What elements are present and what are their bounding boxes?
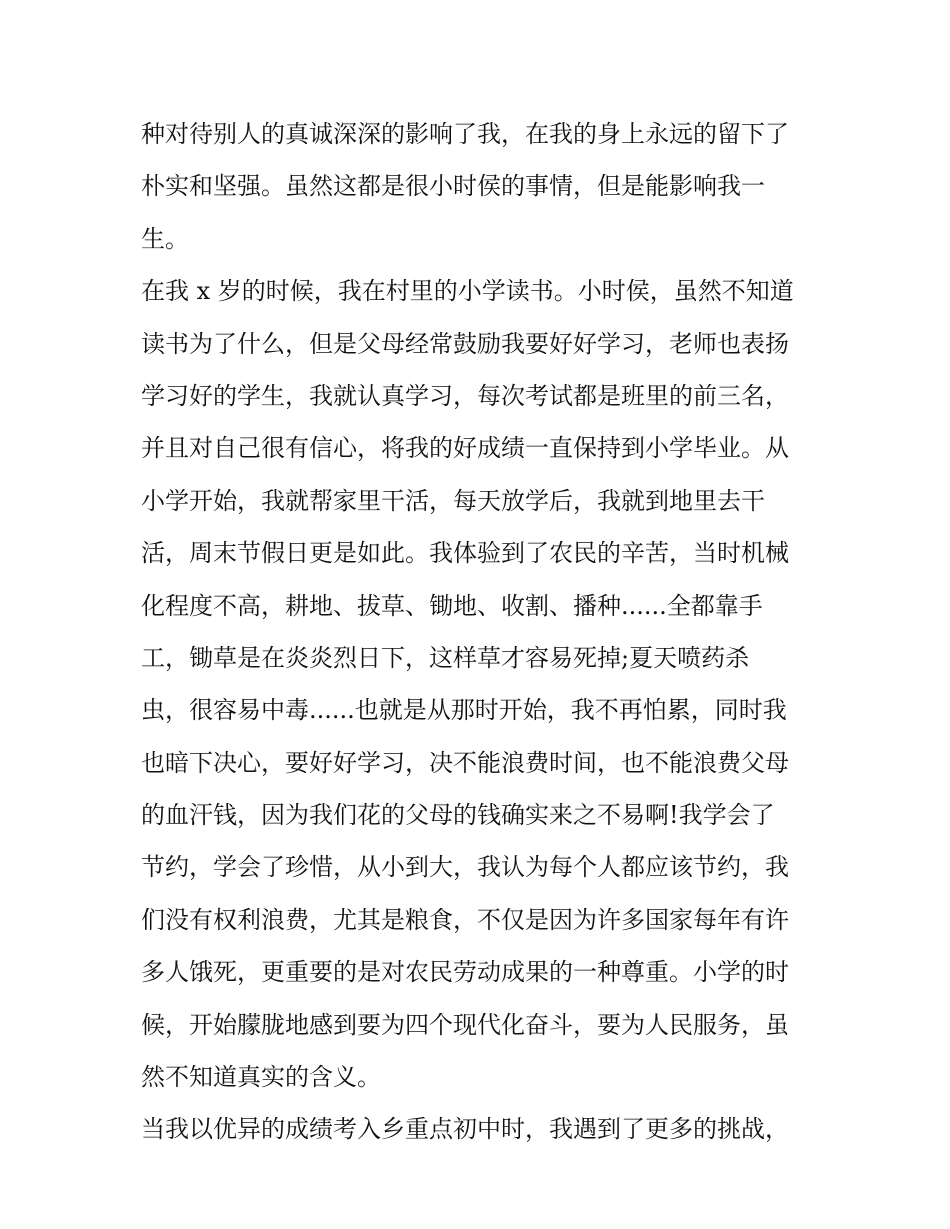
text-line: 然不知道真实的含义。: [141, 1063, 381, 1092]
text-line: 当我以优异的成绩考入乡重点初中时，我遇到了更多的挑战，: [141, 1115, 789, 1144]
text-line: 节约，学会了珍惜，从小到大，我认为每个人都应该节约，我: [141, 853, 789, 882]
text-line: 虫，很容易中毒......也就是从那时开始，我不再怕累，同时我: [141, 696, 787, 725]
text-line: 小学开始，我就帮家里干活，每天放学后，我就到地里去干: [141, 486, 765, 515]
text-line: 工，锄草是在炎炎烈日下，这样草才容易死掉;夏天喷药杀: [141, 643, 750, 672]
text-line: 也暗下决心，要好好学习，决不能浪费时间，也不能浪费父母: [141, 748, 789, 777]
text-line: 朴实和坚强。虽然这都是很小时侯的事情，但是能影响我一: [141, 172, 765, 201]
text-line: 生。: [141, 224, 189, 253]
text-line: 并且对自己很有信心，将我的好成绩一直保持到小学毕业。从: [141, 434, 789, 463]
text-line: 在我 x 岁的时候，我在村里的小学读书。小时侯，虽然不知道: [141, 277, 794, 306]
text-line: 学习好的学生，我就认真学习，每次考试都是班里的前三名，: [141, 381, 789, 410]
text-line: 们没有权利浪费，尤其是粮食，不仅是因为许多国家每年有许: [141, 905, 789, 934]
text-line: 候，开始朦胧地感到要为四个现代化奋斗，要为人民服务，虽: [141, 1010, 789, 1039]
text-line: 读书为了什么，但是父母经常鼓励我要好好学习，老师也表扬: [141, 329, 789, 358]
text-line: 活，周末节假日更是如此。我体验到了农民的辛苦，当时机械: [141, 539, 789, 568]
text-line: 的血汗钱，因为我们花的父母的钱确实来之不易啊!我学会了: [141, 801, 775, 830]
text-line: 化程度不高，耕地、拔草、锄地、收割、播种......全都靠手: [141, 591, 763, 620]
text-line: 种对待别人的真诚深深的影响了我，在我的身上永远的留下了: [141, 120, 789, 148]
document-body: [141, 108, 821, 1156]
text-line: 多人饿死，更重要的是对农民劳动成果的一种尊重。小学的时: [141, 958, 789, 987]
